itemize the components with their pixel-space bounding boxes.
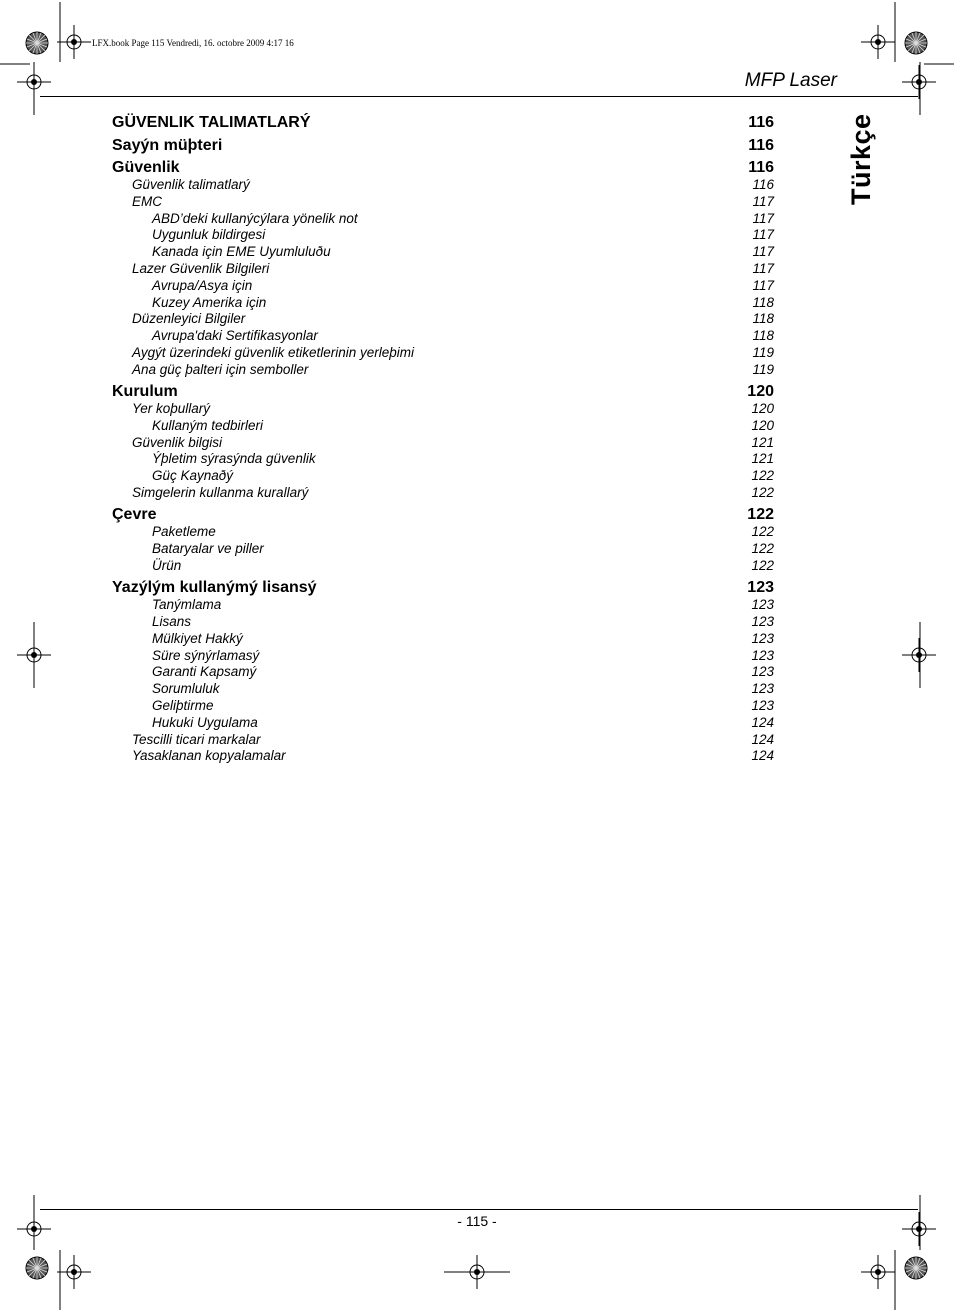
toc-entry[interactable]	[112, 715, 774, 732]
toc-entry-label: Kuzey Amerika için	[152, 294, 267, 310]
toc-entry[interactable]	[112, 137, 774, 155]
toc-entry-page: 122	[747, 506, 774, 524]
toc-entry[interactable]	[112, 681, 774, 698]
toc-entry-label: Çevre	[112, 506, 157, 524]
toc-entry[interactable]	[112, 194, 774, 211]
toc-entry[interactable]	[112, 664, 774, 681]
toc-entry-label: Ýþletim sýrasýnda güvenlik	[152, 451, 316, 467]
toc-entry-page: 123	[751, 630, 774, 646]
toc-entry-page: 123	[751, 681, 774, 697]
toc-entry-page: 123	[751, 597, 774, 613]
toc-entry-label: Kurulum	[112, 383, 178, 401]
toc-entry[interactable]	[112, 295, 774, 312]
toc-entry-page: 124	[751, 714, 774, 730]
toc-entry-label: EMC	[132, 193, 162, 209]
toc-entry[interactable]	[112, 524, 774, 541]
print-info: LFX.book Page 115 Vendredi, 16. octobre 2009 4:17 16	[92, 38, 294, 48]
toc-entry-label: Garanti Kapsamý	[152, 664, 257, 680]
toc-entry[interactable]	[112, 177, 774, 194]
toc-entry-label: Güvenlik bilgisi	[132, 434, 223, 450]
toc-entry-page: 124	[751, 731, 774, 747]
toc-entry-label: Sorumluluk	[152, 681, 220, 697]
toc-entry-page: 120	[747, 383, 774, 401]
toc-entry-page: 123	[747, 579, 774, 597]
toc-entry[interactable]	[112, 328, 774, 345]
toc-entry-label: Tanýmlama	[152, 597, 222, 613]
toc-entry-label: Süre sýnýrlamasý	[152, 647, 260, 663]
toc-entry-label: GÜVENLIK TALIMATLARÝ	[112, 114, 311, 131]
toc-entry[interactable]	[112, 732, 774, 749]
toc-entry[interactable]	[112, 278, 774, 295]
toc-entry-page: 120	[751, 401, 774, 417]
language-tab: Türkçe	[846, 113, 876, 205]
toc-entry-label: Kullaným tedbirleri	[152, 417, 264, 433]
toc-entry[interactable]	[112, 468, 774, 485]
toc-entry-label: ABD’deki kullanýcýlara yönelik not	[152, 210, 358, 226]
toc-entry-page: 123	[751, 664, 774, 680]
toc-entry[interactable]	[112, 383, 774, 401]
toc-entry[interactable]	[112, 631, 774, 648]
toc-entry[interactable]	[112, 451, 774, 468]
toc-entry[interactable]	[112, 362, 774, 379]
toc-entry[interactable]	[112, 311, 774, 328]
toc-entry-page: 117	[752, 277, 774, 293]
toc-entry-label: Geliþtirme	[152, 698, 214, 714]
toc-entry-page: 116	[752, 177, 774, 192]
toc-entry[interactable]	[112, 261, 774, 278]
toc-entry[interactable]	[112, 485, 774, 502]
header-title: MFP Laser	[744, 70, 837, 91]
page-number: - 115 -	[457, 1213, 497, 1229]
toc-entry-page: 117	[752, 193, 774, 209]
toc-entry-label: Yazýlým kullanýmý lisansý	[112, 579, 317, 597]
toc-entry-page: 117	[752, 244, 774, 260]
toc-entry-label: Güvenlik	[112, 159, 180, 176]
toc-entry-label: Avrupa/Asya için	[152, 277, 253, 293]
toc-entry-page: 117	[752, 210, 774, 226]
toc-entry-page: 122	[751, 557, 774, 573]
toc-entry-page: 123	[751, 647, 774, 663]
toc-entry[interactable]	[112, 597, 774, 614]
toc-entry-label: Güç Kaynaðý	[152, 468, 234, 484]
toc-entry[interactable]	[112, 748, 774, 765]
toc-entry-label: Yasaklanan kopyalamalar	[132, 748, 286, 764]
toc-entry[interactable]	[112, 227, 774, 244]
toc-entry-label: Lazer Güvenlik Bilgileri	[132, 260, 270, 276]
toc-entry-page: 116	[748, 136, 774, 154]
toc-entry[interactable]	[112, 698, 774, 715]
toc-entry-label: Hukuki Uygulama	[152, 714, 258, 730]
toc-entry[interactable]	[112, 541, 774, 558]
toc-entry[interactable]	[112, 114, 774, 132]
toc-entry-label: Avrupa'daki Sertifikasyonlar	[152, 328, 318, 344]
toc-entry-page: 117	[752, 260, 774, 276]
toc-entry-label: Mülkiyet Hakký	[152, 630, 243, 646]
toc-entry-page: 124	[751, 748, 774, 764]
toc-entry[interactable]	[112, 435, 774, 452]
toc-entry-page: 116	[748, 114, 774, 131]
toc-entry-label: Uygunluk bildirgesi	[152, 227, 266, 243]
toc-entry-page: 118	[752, 311, 774, 327]
toc-entry[interactable]	[112, 345, 774, 362]
toc-entry-page: 119	[752, 344, 774, 360]
toc-entry-page: 121	[751, 434, 774, 450]
toc-entry-page: 117	[752, 227, 774, 243]
table-of-contents	[112, 114, 774, 765]
toc-entry-label: Lisans	[152, 614, 192, 630]
toc-entry-label: Tescilli ticari markalar	[132, 731, 261, 747]
toc-entry-page: 121	[751, 451, 774, 467]
toc-entry-label: Aygýt üzerindeki güvenlik etiketlerinin yerleþimi	[132, 344, 415, 360]
toc-entry-label: Paketleme	[152, 524, 216, 540]
toc-entry-page: 123	[751, 614, 774, 630]
toc-entry[interactable]	[112, 648, 774, 665]
toc-entry-page: 122	[751, 524, 774, 540]
toc-entry[interactable]	[112, 159, 774, 177]
toc-entry-label: Düzenleyici Bilgiler	[132, 311, 246, 327]
header-rule	[40, 96, 918, 97]
toc-entry-label: Simgelerin kullanma kurallarý	[132, 485, 309, 501]
toc-entry-page: 122	[751, 468, 774, 484]
toc-entry-label: Yer koþullarý	[132, 401, 211, 417]
toc-entry[interactable]	[112, 401, 774, 418]
toc-entry-label: Güvenlik talimatlarý	[132, 177, 250, 192]
toc-entry[interactable]	[112, 558, 774, 575]
toc-entry-label: Kanada için EME Uyumluluðu	[152, 244, 331, 260]
toc-entry[interactable]	[112, 579, 774, 597]
toc-entry[interactable]	[112, 506, 774, 524]
toc-entry-page: 119	[752, 361, 774, 377]
toc-entry[interactable]	[112, 211, 774, 228]
toc-entry-page: 120	[751, 417, 774, 433]
toc-entry-page: 118	[752, 294, 774, 310]
toc-entry-label: Bataryalar ve piller	[152, 541, 264, 557]
toc-entry-page: 118	[752, 328, 774, 344]
toc-entry-label: Sayýn müþteri	[112, 136, 223, 154]
toc-entry-page: 116	[748, 159, 774, 176]
toc-entry[interactable]	[112, 418, 774, 435]
toc-entry[interactable]	[112, 614, 774, 631]
toc-entry-label: Ürün	[152, 557, 182, 573]
toc-entry-page: 122	[751, 541, 774, 557]
toc-entry-label: Ana güç þalteri için semboller	[132, 361, 309, 377]
toc-entry-page: 122	[751, 485, 774, 501]
toc-entry-page: 123	[751, 698, 774, 714]
toc-entry[interactable]	[112, 244, 774, 261]
footer-rule	[40, 1209, 918, 1210]
